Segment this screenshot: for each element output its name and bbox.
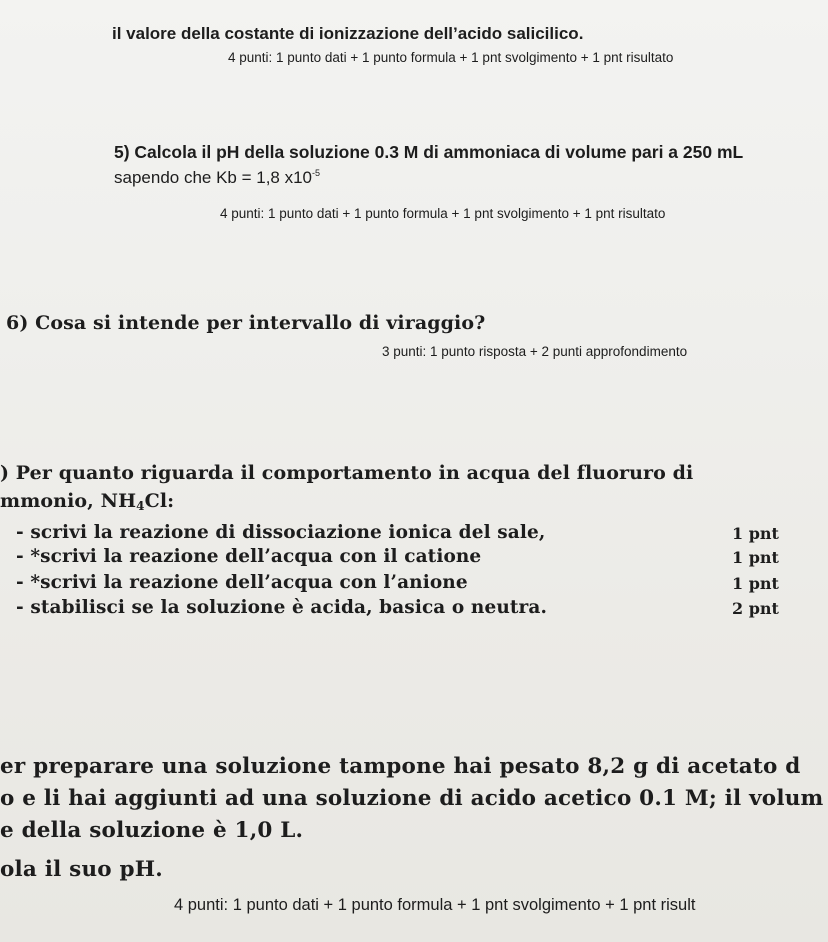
question-5-kb-exponent: -5 — [312, 168, 321, 178]
question-7-formula-prefix: mmonio, NH — [0, 490, 137, 512]
question-7-item-1-points: 1 pnt — [732, 524, 779, 543]
question-7-text-line2 — [0, 490, 174, 513]
question-8-text-line1: er preparare una soluzione tampone hai pesato 8,2 g di acetato d — [0, 754, 801, 779]
question-7-item-2-points: 1 pnt — [732, 548, 779, 567]
previous-question-tail: il valore della costante di ionizzazione dell’acido salicilico. — [112, 24, 584, 43]
question-8-points: 4 punti: 1 punto dati + 1 punto formula + 1 pnt svolgimento + 1 pnt risult — [174, 896, 696, 914]
question-7-item-3: - *scrivi la reazione dell’acqua con l’anione — [16, 572, 468, 593]
question-5-points: 4 punti: 1 punto dati + 1 punto formula + 1 pnt svolgimento + 1 pnt risultato — [220, 206, 666, 221]
question-7-item-4: - stabilisci se la soluzione è acida, basica o neutra. — [16, 597, 548, 618]
question-8-text-line2: o e li hai aggiunti ad una soluzione di acido acetico 0.1 M; il volum — [0, 786, 824, 811]
question-7-item-4-points: 2 pnt — [732, 599, 779, 618]
question-7-item-1: - scrivi la reazione di dissociazione ionica del sale, — [16, 522, 546, 543]
question-7-formula-subscript: 4 — [136, 499, 145, 513]
show-through-text: ⠀ — [420, 88, 431, 104]
question-8-text-line3: e della soluzione è 1,0 L. — [0, 818, 304, 843]
question-7-formula-suffix: Cl: — [144, 490, 175, 512]
question-8-text-line4: ola il suo pH. — [0, 857, 163, 882]
question-6-text: 6) Cosa si intende per intervallo di viraggio? — [6, 312, 486, 334]
question-7-text-line1: ) Per quanto riguarda il comportamento in acqua del fluoruro di — [0, 462, 694, 484]
question-5-text-line2 — [114, 168, 320, 188]
question-7-item-3-points: 1 pnt — [732, 574, 779, 593]
question-7-item-2: - *scrivi la reazione dell’acqua con il catione — [16, 546, 482, 567]
question-6-points: 3 punti: 1 punto risposta + 2 punti approfondimento — [382, 344, 688, 359]
question-5-text-line1: 5) Calcola il pH della soluzione 0.3 M di ammoniaca di volume pari a 250 mL — [114, 142, 744, 162]
question-5-kb-value: sapendo che Kb = 1,8 x10 — [114, 168, 313, 187]
previous-question-points: 4 punti: 1 punto dati + 1 punto formula + 1 pnt svolgimento + 1 pnt risultato — [228, 50, 674, 65]
